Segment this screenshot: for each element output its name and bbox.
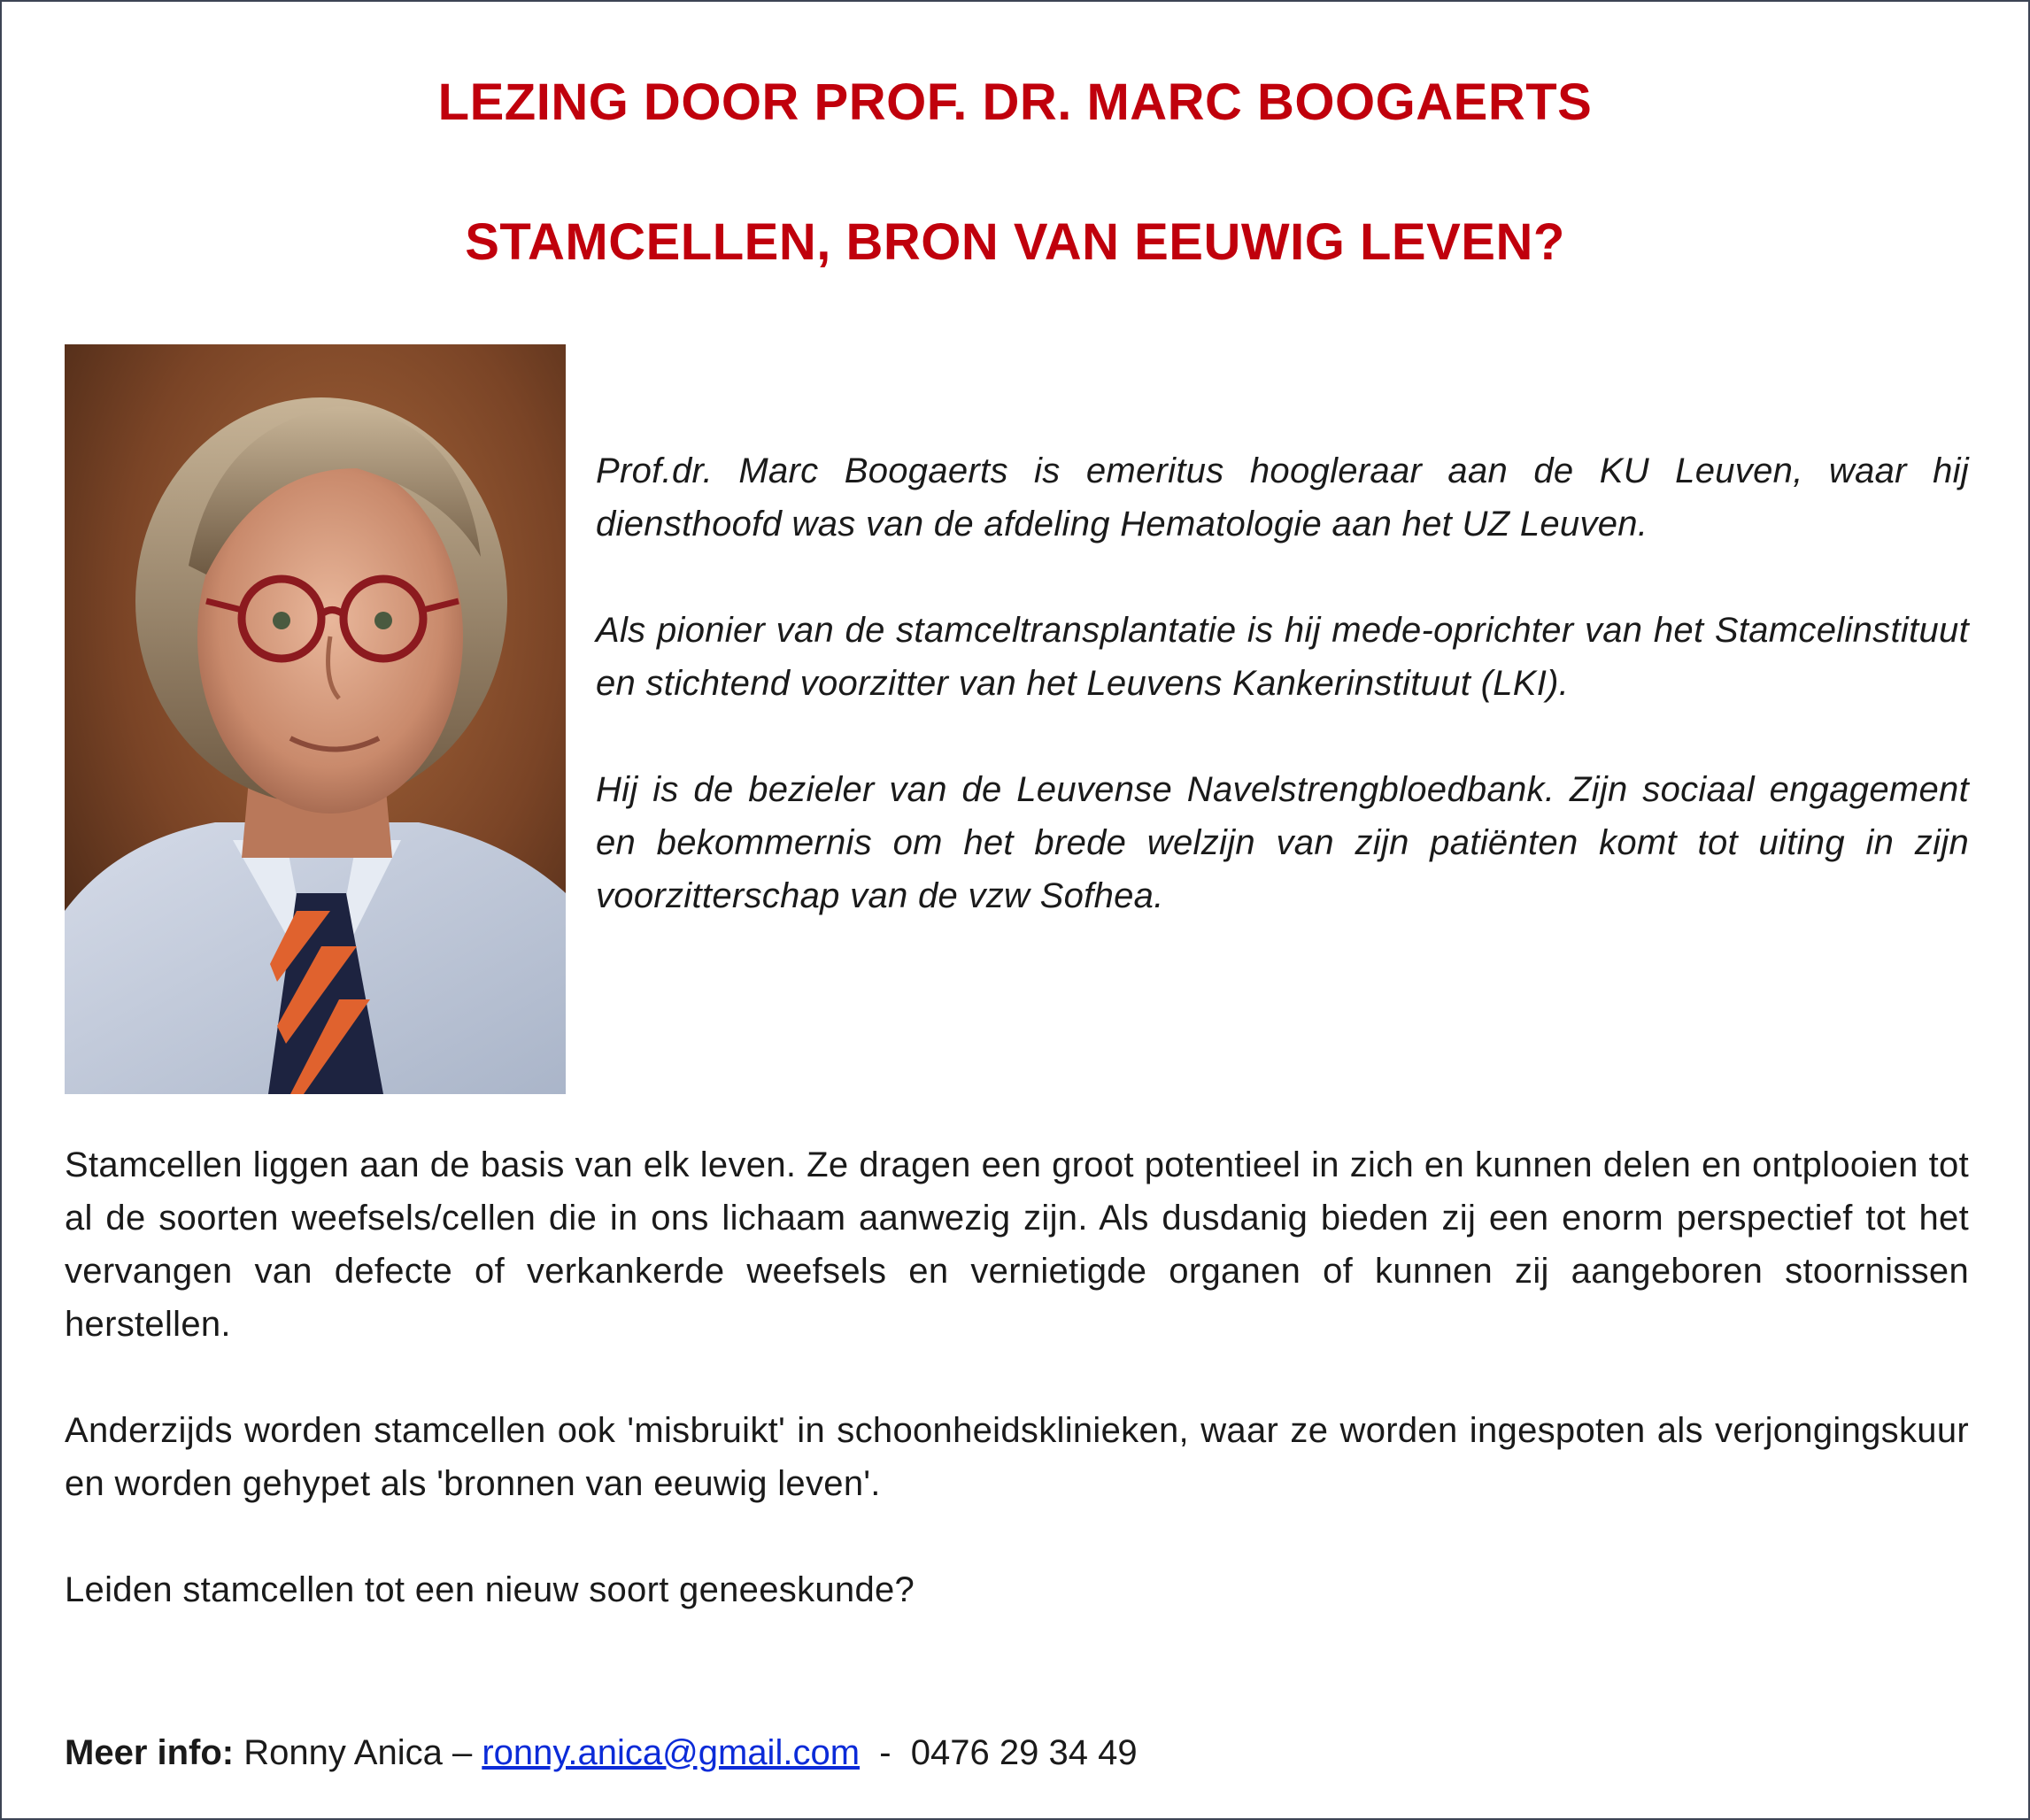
- speaker-bio: [596, 444, 1969, 976]
- page-subtitle: STAMCELLEN, BRON VAN EEUWIG LEVEN?: [465, 213, 1565, 271]
- email-link[interactable]: ronny.anica@gmail.com: [482, 1733, 861, 1772]
- bio-paragraph: Hij is de bezieler van de Leuvense Navelstrengbloedbank. Zijn sociaal engagement en bekommernis om het brede welzijn van zijn patiënten komt tot uiting in zijn voorzitterschap van de vzw Sofhea.: [596, 770, 1969, 915]
- info-label: Meer info:: [65, 1733, 235, 1772]
- body-paragraph: Leiden stamcellen tot een nieuw soort geneeskunde?: [65, 1570, 915, 1609]
- contact-name: Ronny Anica –: [234, 1733, 482, 1772]
- lecture-description: [65, 1138, 1969, 1670]
- speaker-photo: [65, 344, 566, 1094]
- bio-paragraph: Als pionier van de stamceltransplantatie is hij mede-oprichter van het Stamcelinstituut en stichtend voorzitter van het Leuvens Kankerinstituut (LKI).: [596, 611, 1969, 703]
- phone-number: 0476 29 34 49: [910, 1733, 1138, 1772]
- bio-paragraph: Prof.dr. Marc Boogaerts is emeritus hoogleraar aan de KU Leuven, waar hij diensthoofd was van de afdeling Hematologie aan het UZ Leuven.: [596, 451, 1969, 544]
- separator: -: [860, 1733, 911, 1772]
- page-title: LEZING DOOR PROF. DR. MARC BOOGAERTS: [437, 73, 1593, 131]
- contact-info: [65, 1726, 1138, 1779]
- body-paragraph: Anderzijds worden stamcellen ook 'misbruikt' in schoonheidsklinieken, waar ze worden ingespoten als verjongingskuur en worden gehypet als 'bronnen van eeuwig leven'.: [65, 1411, 1969, 1503]
- body-paragraph: Stamcellen liggen aan de basis van elk leven. Ze dragen een groot potentieel in zich en kunnen delen en ontplooien tot al de soorten weefsels/cellen die in ons lichaam aanwezig zijn. Als dusdanig bieden zij een enorm perspectief tot het vervangen van defecte of verkankerde weefsels en vernietigde organen of kunnen zij aangeboren stoornissen herstellen.: [65, 1145, 1969, 1344]
